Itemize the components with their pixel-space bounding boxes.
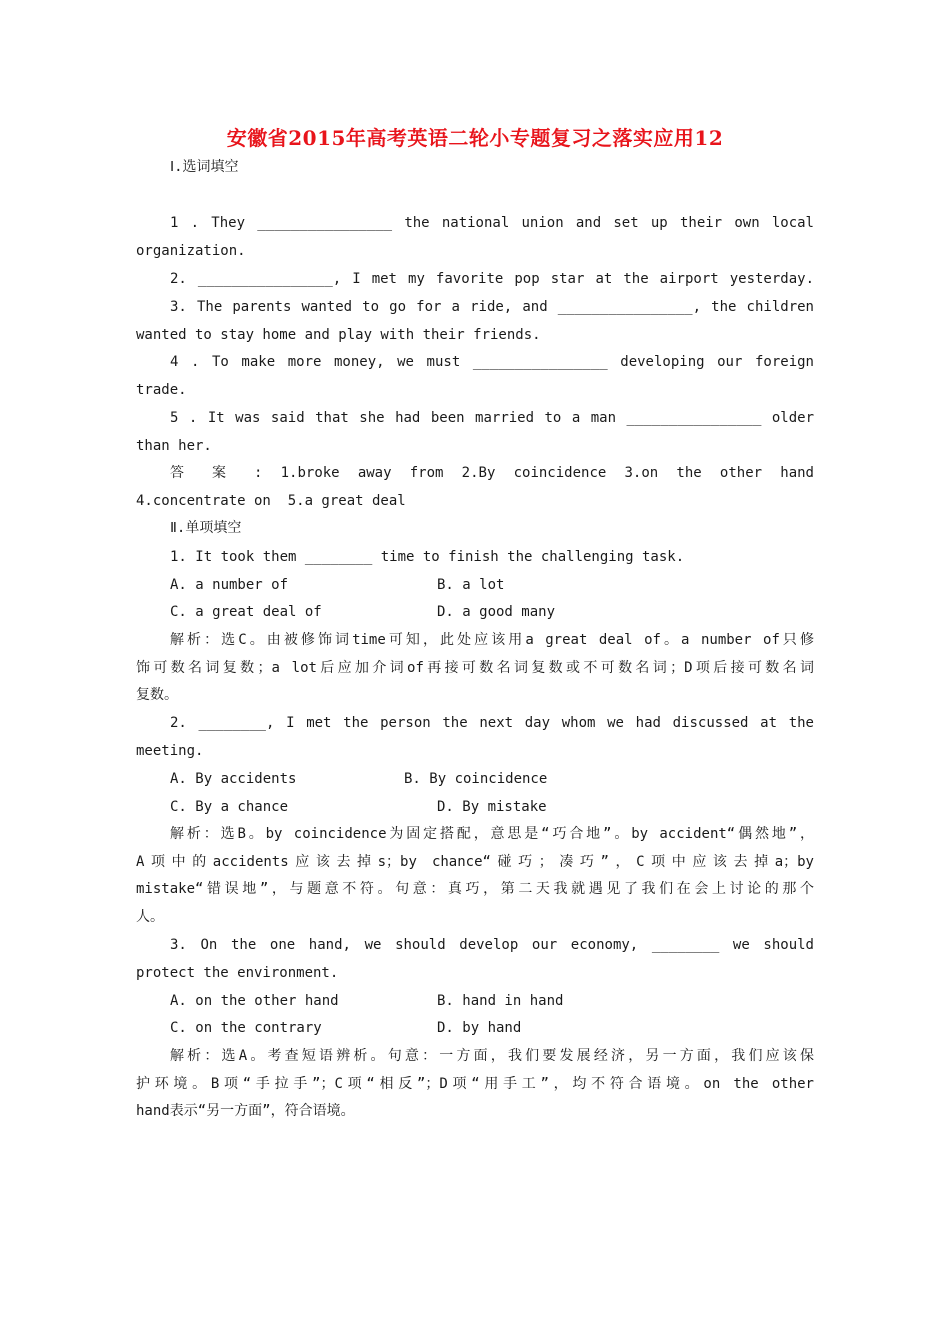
option-c: C. a great deal of [170, 604, 322, 620]
option-d: D. By mistake [437, 799, 547, 815]
option-a: A. a number of [170, 577, 289, 593]
explanation: 解析：选A。考查短语辨析。句意：一方面，我们要发展经济，另一方面，我们应该保 [170, 1048, 814, 1064]
option-b: B. hand in hand [437, 993, 564, 1009]
explanation: hand表示“另一方面”，符合语境。 [136, 1103, 355, 1119]
question-text: 4 . To make more money, we must ________________ developing our foreign [170, 354, 814, 370]
question-text: 1 . They ________________ the national union and set up their own local [170, 215, 814, 231]
option-b: B. By coincidence [404, 771, 548, 787]
page-title: 安徽省2015年高考英语二轮小专题复习之落实应用12 [226, 126, 724, 150]
option-a: A. By accidents [170, 771, 297, 787]
question-text: 2. ________, I met the person the next day whom we had discussed at the [170, 715, 814, 731]
answer-key: 4.concentrate on 5.a great deal [136, 493, 406, 509]
explanation: A项中的accidents应该去掉s；by chance“碰巧；凑巧”，C项中应该去掉a；by [136, 854, 814, 870]
question-text: 3. The parents wanted to go for a ride, and ________________, the children [170, 299, 814, 315]
explanation: 复数。 [136, 687, 178, 703]
section-heading-1: Ⅰ.选词填空 [170, 159, 239, 175]
explanation: 解析：选B。by coincidence为固定搭配，意思是“巧合地”。by accident“偶然地”， [170, 826, 814, 842]
answer-key: 答 案 : 1.broke away from 2.By coincidence 3.on the other hand [170, 465, 814, 481]
explanation: 人。 [136, 909, 164, 925]
question-text: 5 . It was said that she had been married to a man ________________ older [170, 410, 814, 426]
question-text: than her. [136, 438, 212, 454]
option-d: D. by hand [437, 1020, 522, 1036]
explanation: 护环境。B项“手拉手”；C项“相反”；D项“用手工”，均不符合语境。on the other [136, 1076, 814, 1092]
explanation: 解析：选C。由被修饰词time可知，此处应该用a great deal of。a number of只修 [170, 632, 814, 648]
question-text: trade. [136, 382, 187, 398]
option-c: C. By a chance [170, 799, 289, 815]
option-c: C. on the contrary [170, 1020, 322, 1036]
explanation: 饰可数名词复数；a lot后应加介词of再接可数名词复数或不可数名词；D项后接可数名词 [136, 660, 814, 676]
option-d: D. a good many [437, 604, 556, 620]
question-text: wanted to stay home and play with their friends. [136, 327, 541, 343]
question-text: protect the environment. [136, 965, 339, 981]
section-heading-2: Ⅱ.单项填空 [170, 520, 242, 536]
question-text: 1. It took them ________ time to finish the challenging task. [170, 549, 685, 565]
option-b: B. a lot [437, 577, 505, 593]
question-text: organization. [136, 243, 246, 259]
question-text: 2. ________________, I met my favorite pop star at the airport yesterday. [170, 271, 814, 287]
option-a: A. on the other hand [170, 993, 339, 1009]
question-text: 3. On the one hand, we should develop our economy, ________ we should [170, 937, 814, 953]
question-text: meeting. [136, 743, 204, 759]
explanation: mistake“错误地”，与题意不符。句意：真巧，第二天我就遇见了我们在会上讨论的那个 [136, 881, 814, 897]
